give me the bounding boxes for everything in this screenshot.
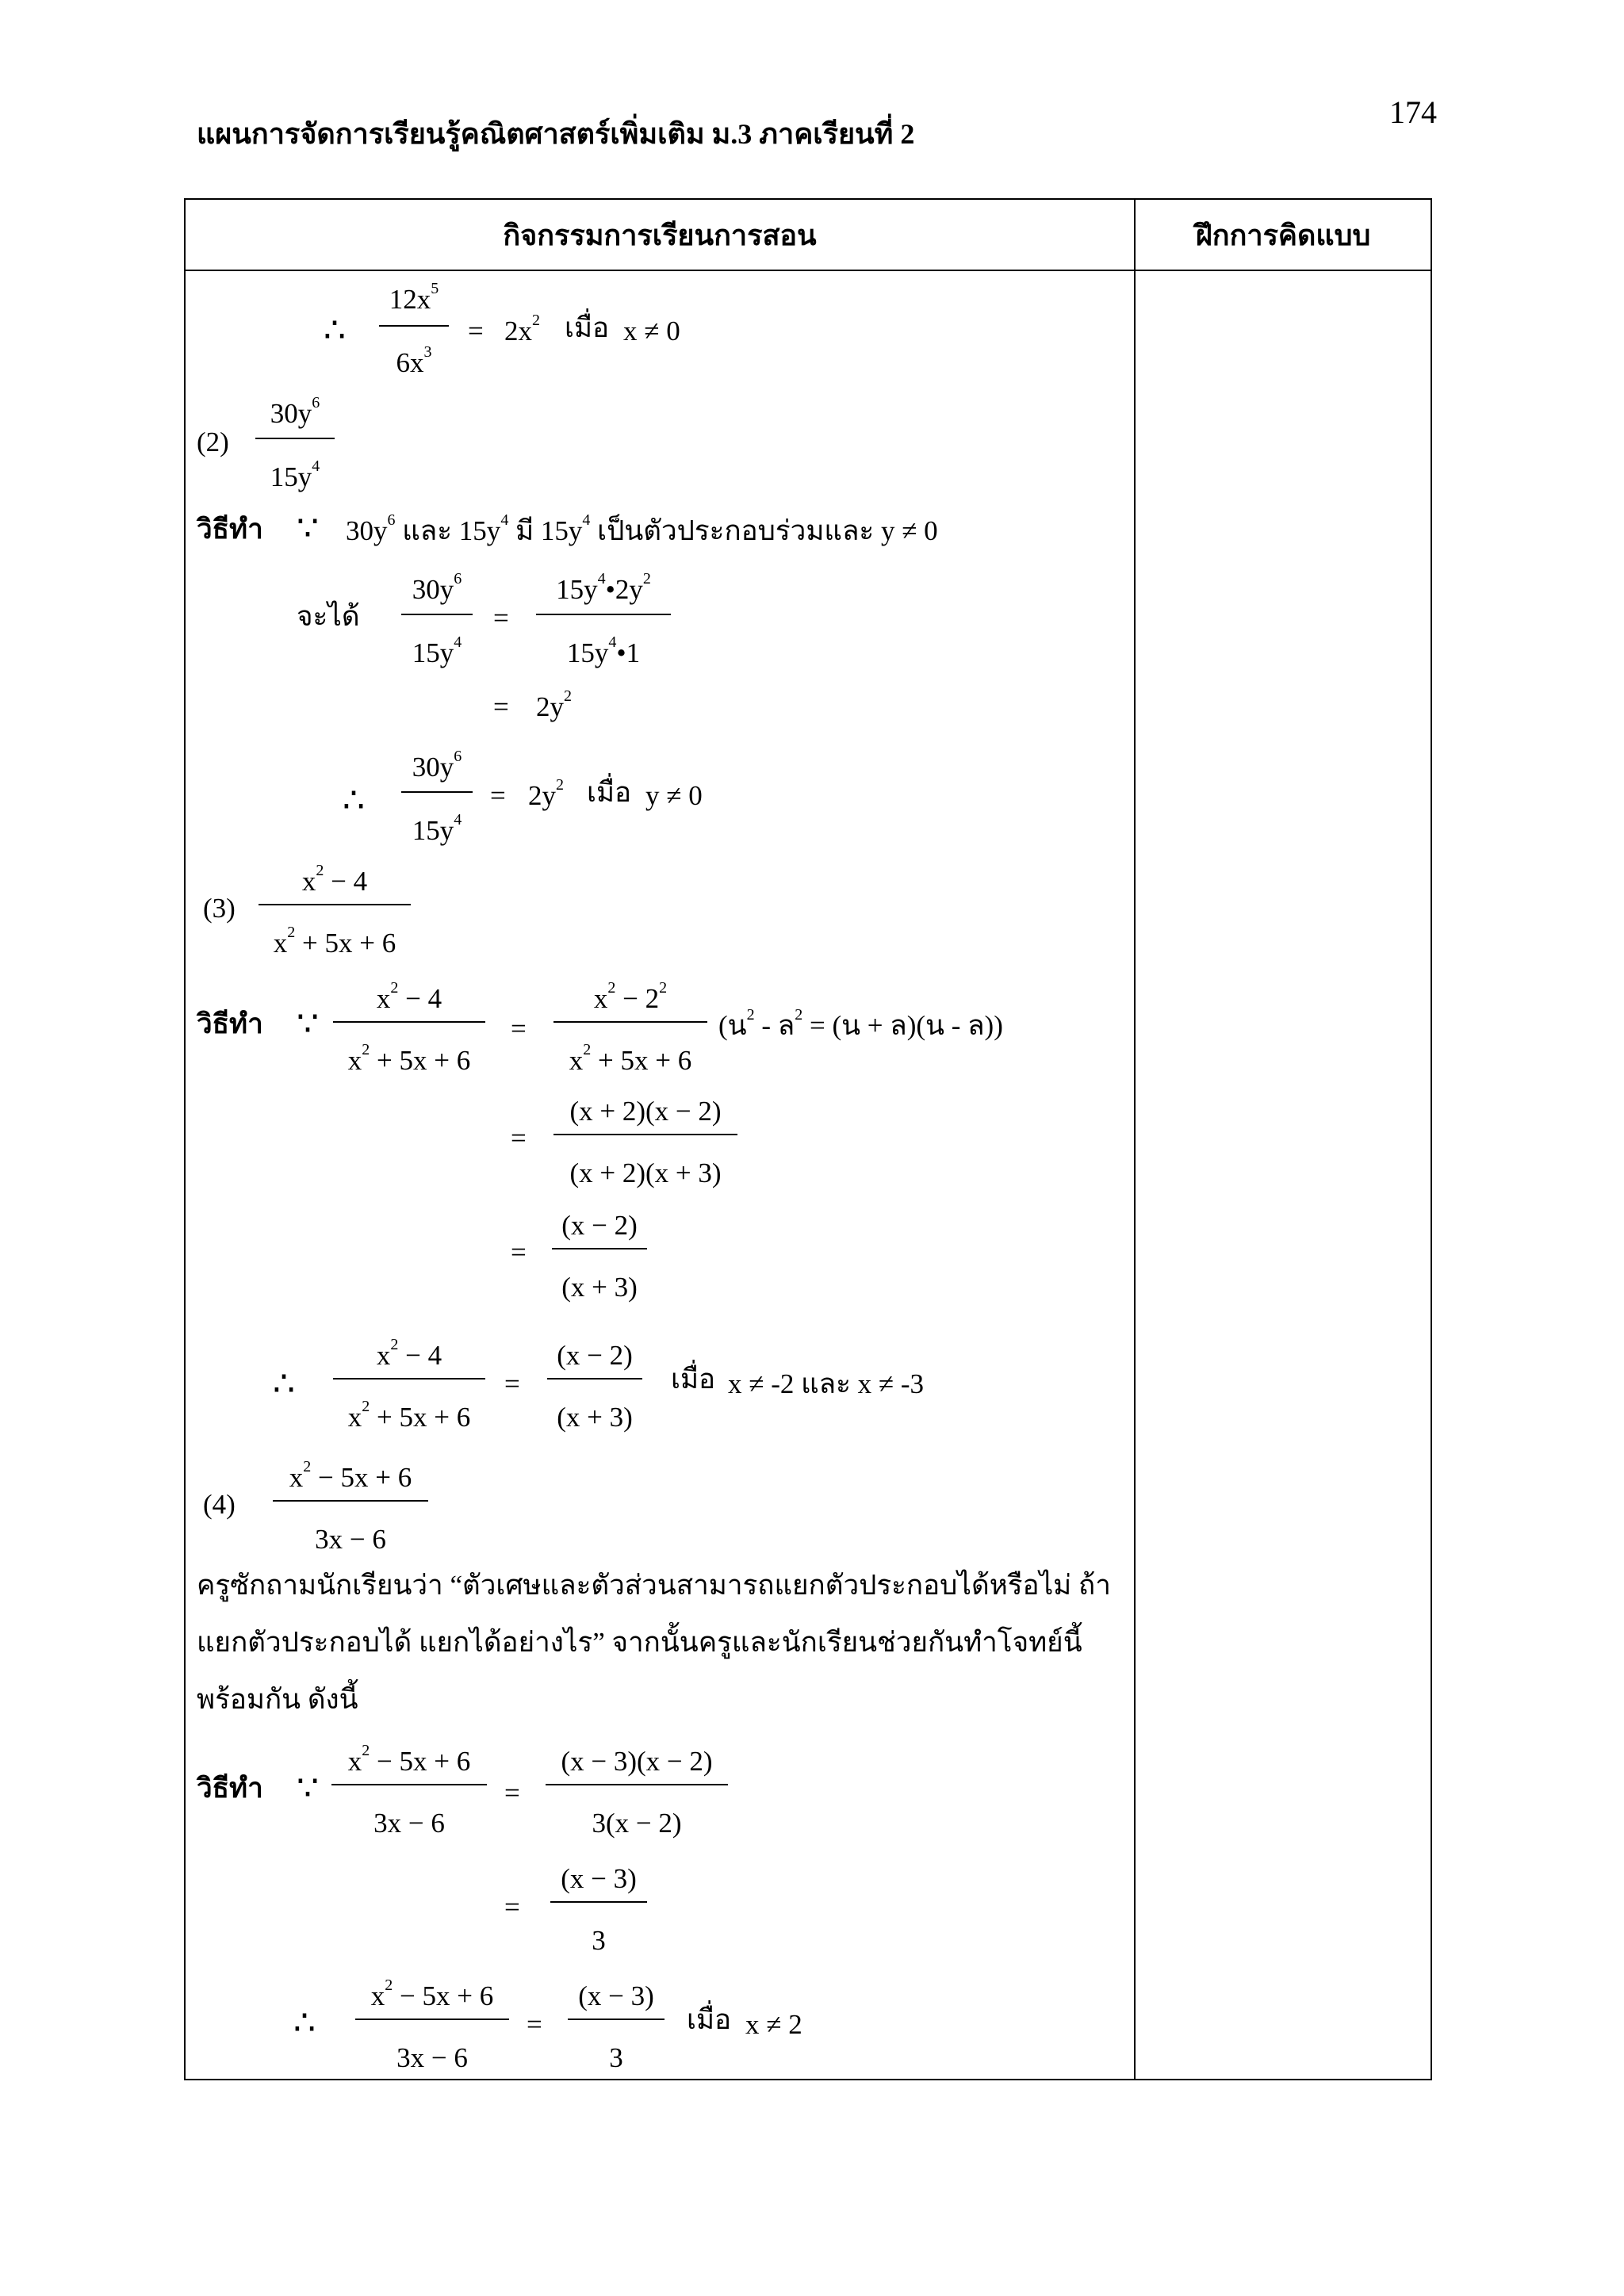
ex2-step1-lhs (401, 566, 473, 669)
ex4-condition: x ≠ 2 (745, 2009, 802, 2040)
fraction-bar (401, 614, 473, 615)
ex2-result-fraction (401, 744, 473, 847)
numerator: $x^2 - 4$ (376, 979, 442, 1014)
equals-sign: = (468, 316, 484, 346)
teacher-question-line-2: แยกตัวประกอบได้ แยกได้อย่างไร” จากนั้นครูและนักเรียนช่วยกันทำโจทย์นี้ (197, 1627, 1082, 1658)
ex3-result-lhs (333, 1332, 485, 1435)
ex2-denominator: $15y^4$ (270, 457, 320, 492)
ex2-step2: $2y^2$ (536, 687, 572, 722)
ex1-denominator: $6x^3$ (396, 343, 432, 378)
when-label: เมื่อ (565, 312, 610, 343)
denominator: 3x − 6 (373, 1808, 445, 1839)
fraction-bar (550, 1901, 647, 1903)
ex4-step2 (550, 1855, 647, 1958)
when-label: เมื่อ (687, 2004, 732, 2035)
denominator: 3x − 6 (315, 1524, 386, 1555)
numerator: $15y^4•2y^2$ (556, 570, 651, 605)
ex3-label: (3) (203, 893, 236, 924)
equals-sign: = (504, 1777, 520, 1808)
ex4-result-lhs (355, 1973, 509, 2076)
denominator: $15y^4$ (412, 811, 462, 846)
table-header-divider (186, 270, 1431, 271)
fraction-bar (333, 1378, 485, 1380)
numerator: $30y^6$ (412, 570, 462, 605)
fraction-bar (255, 438, 335, 439)
fraction-bar (331, 1784, 487, 1785)
column-header-thinking: ฝึกการคิดแบบ (1195, 220, 1371, 251)
ex1-numerator: $12x^5$ (389, 280, 439, 315)
fraction-bar (379, 325, 449, 327)
fraction-bar (273, 1500, 428, 1502)
numerator: $x^2 - 5x + 6$ (370, 1976, 494, 2011)
column-header-activities: กิจกรรมการเรียนการสอน (503, 220, 817, 251)
fraction-bar (552, 1248, 647, 1249)
numerator: (x − 2) (557, 1340, 633, 1371)
therefore-symbol: ∴ (293, 2003, 316, 2042)
numerator: (x + 2)(x − 2) (569, 1096, 722, 1127)
ex2-result-rhs: $2y^2$ (528, 776, 564, 811)
teacher-question-line-3: พร้อมกัน ดังนี้ (197, 1684, 358, 1715)
ex4-step1-rhs (546, 1738, 728, 1841)
denominator: 3 (592, 1925, 606, 1956)
ex3-result-rhs (547, 1332, 642, 1435)
numerator: (x − 2) (561, 1210, 638, 1241)
table-column-divider (1134, 200, 1136, 2079)
ex2-fraction (255, 390, 335, 493)
fraction-bar (553, 1134, 737, 1135)
equals-sign: = (493, 603, 509, 633)
when-label: เมื่อ (587, 777, 632, 808)
therefore-symbol: ∴ (324, 311, 346, 350)
therefore-symbol: ∴ (273, 1364, 295, 1403)
fraction-bar (333, 1021, 485, 1023)
numerator: (x − 3) (578, 1980, 654, 2011)
numerator: $x^2 - 5x + 6$ (289, 1458, 412, 1493)
numerator: $30y^6$ (412, 748, 462, 783)
denominator: $x^2 + 5x + 6$ (273, 924, 396, 959)
numerator: (x − 3)(x − 2) (561, 1746, 713, 1777)
fraction-bar (355, 2019, 509, 2020)
equals-sign: = (511, 1123, 527, 1154)
fraction-bar (553, 1021, 707, 1023)
ex2-reason: $30y^6$ และ $15y^4$ มี $15y^4$ เป็นตัวประกอบร่วมและ y ≠ 0 (346, 511, 938, 546)
ex4-step1-lhs (331, 1738, 487, 1841)
ex2-label: (2) (197, 427, 229, 457)
numerator: (x − 3) (561, 1863, 637, 1894)
teacher-question-line-1: ครูซักถามนักเรียนว่า “ตัวเศษและตัวส่วนสามารถแยกตัวประกอบได้หรือไม่ ถ้า (197, 1570, 1111, 1601)
equals-sign: = (490, 780, 506, 811)
fraction-bar (568, 2019, 665, 2020)
fraction-bar (547, 1378, 642, 1380)
ex2-step1-rhs (536, 566, 671, 669)
ex3-identity: (น$^2$ - ล$^2$ = (น + ล)(น - ล)) (718, 1006, 1003, 1041)
fraction-bar (536, 614, 671, 615)
denominator: 3x − 6 (396, 2042, 468, 2073)
ex2-condition: y ≠ 0 (645, 780, 703, 811)
because-symbol: ∵ (297, 509, 319, 548)
ex3-method-label: วิธีทำ (197, 1008, 263, 1039)
ex2-numerator: $30y^6$ (270, 394, 320, 429)
numerator: $x^2 - 4$ (301, 862, 368, 897)
therefore-symbol: ∴ (343, 781, 365, 820)
numerator: $x^2 - 5x + 6$ (347, 1742, 471, 1777)
ex2-get-label: จะได้ (297, 601, 360, 632)
fraction-bar (401, 791, 473, 793)
ex4-result-rhs (568, 1973, 665, 2076)
ex4-fraction (273, 1454, 428, 1557)
equals-sign: = (504, 1368, 520, 1399)
ex3-step2 (553, 1088, 737, 1191)
ex1-condition: x ≠ 0 (623, 316, 680, 346)
denominator: $15y^4$ (412, 633, 462, 668)
because-symbol: ∵ (297, 1004, 319, 1043)
denominator: (x + 3) (557, 1402, 633, 1433)
denominator: (x + 2)(x + 3) (569, 1158, 722, 1188)
denominator: $15y^4•1$ (566, 633, 641, 668)
page-header-title: แผนการจัดการเรียนรู้คณิตศาสตร์เพิ่มเติม ม.3 ภาคเรียนที่ 2 (197, 118, 915, 150)
ex4-label: (4) (203, 1489, 236, 1520)
ex4-method-label: วิธีทำ (197, 1773, 263, 1804)
denominator: $x^2 + 5x + 6$ (569, 1041, 692, 1076)
denominator: $x^2 + 5x + 6$ (347, 1398, 471, 1433)
when-label: เมื่อ (671, 1364, 716, 1395)
because-symbol: ∵ (297, 1769, 319, 1808)
equals-sign: = (527, 2009, 542, 2040)
numerator: $x^2 - 2^2$ (593, 979, 668, 1014)
equals-sign: = (511, 1237, 527, 1268)
ex1-fraction (379, 277, 449, 381)
ex3-step1-lhs (333, 975, 485, 1078)
equals-sign: = (493, 691, 509, 722)
ex3-fraction (259, 858, 411, 961)
denominator: 3 (609, 2042, 623, 2073)
page-number: 174 (1389, 94, 1437, 130)
fraction-bar (259, 904, 411, 905)
ex3-condition: x ≠ -2 และ x ≠ -3 (728, 1368, 925, 1399)
ex2-method-label: วิธีทำ (197, 514, 263, 545)
fraction-bar (546, 1784, 728, 1785)
equals-sign: = (511, 1013, 527, 1044)
numerator: $x^2 - 4$ (376, 1336, 442, 1371)
denominator: (x + 3) (561, 1272, 638, 1303)
denominator: 3(x − 2) (592, 1808, 682, 1839)
equals-sign: = (504, 1892, 520, 1923)
ex3-step1-rhs (553, 975, 707, 1078)
denominator: $x^2 + 5x + 6$ (347, 1041, 471, 1076)
ex3-step3 (552, 1202, 647, 1305)
ex1-rhs: $2x^2$ (504, 312, 540, 346)
